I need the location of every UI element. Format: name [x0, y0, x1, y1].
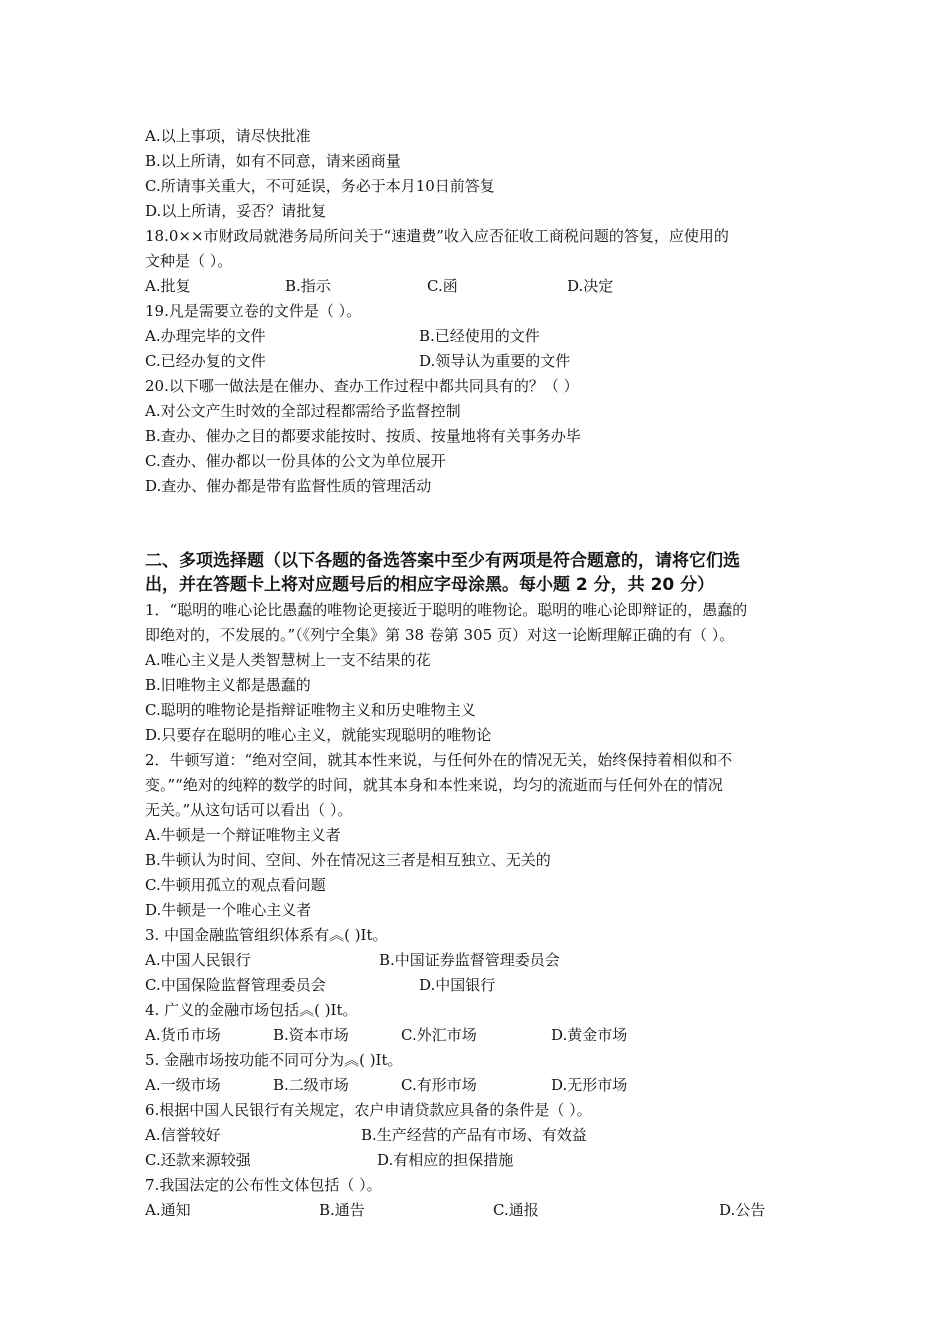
m3-option-b: B.中国证券监督管理委员会	[379, 951, 560, 969]
m4-stem: 4. 广义的金融市场包括︽( )Ⅰt。	[145, 1001, 358, 1019]
m1-option-a: A.唯心主义是人类智慧树上一支不结果的花	[145, 651, 431, 669]
m2-stem-line2: 变。”“绝对的纯粹的数学的时间，就其本身和本性来说，均匀的流逝而与任何外在的情况	[145, 776, 723, 794]
q18-option-b: B.指示	[285, 277, 331, 295]
section2-heading-line2: 出，并在答题卡上将对应题号后的相应字母涂黑。每小题 2 分，共 20 分）	[145, 575, 715, 595]
m4-option-c: C.外汇市场	[401, 1026, 477, 1044]
m6-option-a: A.信誉较好	[145, 1126, 221, 1144]
m5-option-b: B.二级市场	[273, 1076, 349, 1094]
m3-option-d: D.中国银行	[419, 976, 496, 994]
q19-option-d: D.领导认为重要的文件	[419, 352, 571, 370]
m6-option-c: C.还款来源较强	[145, 1151, 251, 1169]
q20-stem: 20.以下哪一做法是在催办、查办工作过程中都共同具有的？（ ）	[145, 377, 579, 395]
m1-stem-line1: 1．“聪明的唯心论比愚蠢的唯物论更接近于聪明的唯物论。聪明的唯心论即辩证的，愚蠢的	[145, 601, 748, 619]
m4-option-a: A.货币市场	[145, 1026, 221, 1044]
m6-stem: 6.根据中国人民银行有关规定，农户申请贷款应具备的条件是（ ）。	[145, 1101, 592, 1119]
m3-stem: 3. 中国金融监管组织体系有︽( )Ⅰt。	[145, 926, 388, 944]
m2-option-d: D.牛顿是一个唯心主义者	[145, 901, 312, 919]
m6-option-d: D.有相应的担保措施	[377, 1151, 514, 1169]
q18-stem-line2: 文种是（ ）。	[145, 252, 233, 270]
q17-option-d: D.以上所请，妥否？请批复	[145, 202, 327, 220]
m1-stem-line2: 即绝对的，不发展的。”（《列宁全集》第 38 卷第 305 页）对这一论断理解正确的有（ ）。	[145, 626, 735, 644]
m7-option-b: B.通告	[319, 1201, 365, 1219]
q18-stem-line1: 18.0××市财政局就港务局所问关于“速遣费”收入应否征收工商税问题的答复，应使用的	[145, 227, 729, 245]
m5-option-c: C.有形市场	[401, 1076, 477, 1094]
q19-option-a: A.办理完毕的文件	[145, 327, 266, 345]
q17-option-a: A.以上事项，请尽快批准	[145, 127, 311, 145]
q20-option-d: D.查办、催办都是带有监督性质的管理活动	[145, 477, 432, 495]
q18-option-d: D.决定	[567, 277, 614, 295]
m4-option-b: B.资本市场	[273, 1026, 349, 1044]
m2-option-a: A.牛顿是一个辩证唯物主义者	[145, 826, 341, 844]
m7-option-d: D.公告	[719, 1201, 766, 1219]
m1-option-c: C.聪明的唯物论是指辩证唯物主义和历史唯物主义	[145, 701, 476, 719]
m1-option-d: D.只要存在聪明的唯心主义，就能实现聪明的唯物论	[145, 726, 492, 744]
q17-option-b: B.以上所请，如有不同意，请来函商量	[145, 152, 401, 170]
q19-option-c: C.已经办复的文件	[145, 352, 266, 370]
m4-option-d: D.黄金市场	[551, 1026, 628, 1044]
q20-option-a: A.对公文产生时效的全部过程都需给予监督控制	[145, 402, 461, 420]
m6-option-b: B.生产经营的产品有市场、有效益	[361, 1126, 587, 1144]
q17-option-c: C.所请事关重大，不可延误，务必于本月10日前答复	[145, 177, 495, 195]
m5-stem: 5. 金融市场按功能不同可分为︽( )Ⅰt。	[145, 1051, 403, 1069]
q19-stem: 19.凡是需要立卷的文件是（ ）。	[145, 302, 362, 320]
m5-option-d: D.无形市场	[551, 1076, 628, 1094]
m5-option-a: A.一级市场	[145, 1076, 221, 1094]
q20-option-b: B.查办、催办之目的都要求能按时、按质、按量地将有关事务办毕	[145, 427, 581, 445]
q18-option-a: A.批复	[145, 277, 191, 295]
m2-stem-line1: 2．牛顿写道：“绝对空间，就其本性来说，与任何外在的情况无关，始终保持着相似和不	[145, 751, 733, 769]
m7-option-c: C.通报	[493, 1201, 539, 1219]
q18-option-c: C.函	[427, 277, 458, 295]
section2-heading-line1: 二、多项选择题（以下各题的备选答案中至少有两项是符合题意的，请将它们选	[145, 551, 740, 571]
m2-option-b: B.牛顿认为时间、空间、外在情况这三者是相互独立、无关的	[145, 851, 551, 869]
m1-option-b: B.旧唯物主义都是愚蠢的	[145, 676, 311, 694]
m2-stem-line3: 无关。”从这句话可以看出（ ）。	[145, 801, 353, 819]
m3-option-a: A.中国人民银行	[145, 951, 251, 969]
m2-option-c: C.牛顿用孤立的观点看问题	[145, 876, 326, 894]
m7-stem: 7.我国法定的公布性文体包括（ ）。	[145, 1176, 382, 1194]
q20-option-c: C.查办、催办都以一份具体的公文为单位展开	[145, 452, 446, 470]
q19-option-b: B.已经使用的文件	[419, 327, 540, 345]
m7-option-a: A.通知	[145, 1201, 191, 1219]
m3-option-c: C.中国保险监督管理委员会	[145, 976, 326, 994]
